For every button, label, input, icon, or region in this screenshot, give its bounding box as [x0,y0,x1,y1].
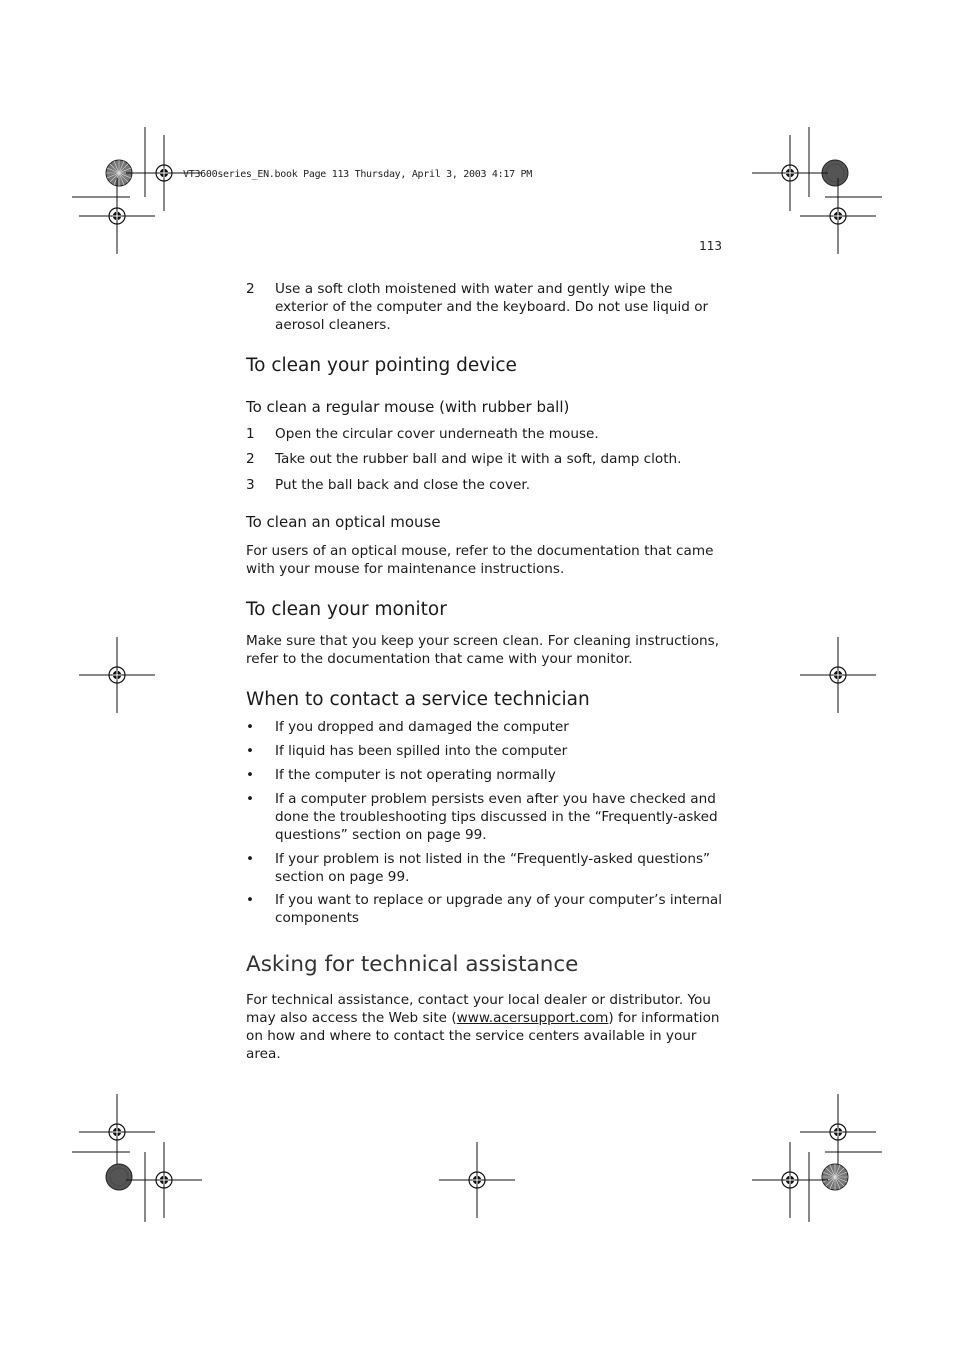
step-text: Take out the rubber ball and wipe it with a soft, damp cloth. [275,451,682,467]
crosshair-circle-icon [79,1094,155,1170]
starburst-target-icon [106,1164,132,1190]
bullet-text: If your problem is not listed in the “Frequently-asked questions” section on page 99. [275,851,711,885]
bullet: • [246,791,255,807]
bullet-text: If liquid has been spilled into the computer [275,743,568,759]
section-heading: To clean your monitor [246,599,447,620]
crosshair-circle-icon [800,1094,876,1170]
crosshair-circle-icon [126,1142,202,1218]
crosshair-circle-icon [800,178,876,254]
bullet-text: If you dropped and damaged the computer [275,719,569,735]
subsection-heading: To clean an optical mouse [246,513,441,531]
bullet-text: If the computer is not operating normally [275,767,556,783]
step-text: Open the circular cover underneath the mouse. [275,426,599,442]
bullet-text: If you want to replace or upgrade any of your computer’s internal components [275,892,723,926]
step-number: 2 [246,451,255,467]
bullet: • [246,851,255,867]
paragraph-text: For technical assistance, contact your local dealer or distributor. You may also access the Web site ( [246,992,711,1026]
bullet: • [246,767,255,783]
step-number: 2 [246,281,255,297]
paragraph [246,991,726,1063]
paragraph: For users of an optical mouse, refer to the documentation that came with your mouse for maintenance instructions. [246,543,714,577]
bullet: • [246,743,255,759]
crosshair-circle-icon [79,178,155,254]
step-number: 1 [246,426,255,442]
step-text: Put the ball back and close the cover. [275,477,531,493]
bullet: • [246,892,255,908]
starburst-target-icon [822,1164,848,1190]
chapter-heading: Asking for technical assistance [246,952,579,977]
crosshair-circle-icon [439,1142,515,1218]
bullet: • [246,719,255,735]
step-number: 3 [246,477,255,493]
crosshair-circle-icon [800,637,876,713]
step-text: Use a soft cloth moistened with water and gently wipe the exterior of the computer and the keyboard. Do not use liquid or aerosol cleaners. [275,281,709,333]
bullet-text: If a computer problem persists even after you have checked and done the troubleshooting tips discussed in the “Frequently-asked questions” section on page 99. [275,791,718,843]
crosshair-circle-icon [752,1142,828,1218]
running-header: VT3600series_EN.book Page 113 Thursday, April 3, 2003 4:17 PM [183,169,532,180]
crosshair-circle-icon [752,135,828,211]
page-number: 113 [699,239,722,253]
paragraph: Make sure that you keep your screen clean. For cleaning instructions, refer to the documentation that came with your monitor. [246,633,720,667]
section-heading: When to contact a service technician [246,689,590,710]
section-heading: To clean your pointing device [246,355,517,376]
support-website-link[interactable]: www.acersupport.com [456,1010,609,1026]
crosshair-circle-icon [79,637,155,713]
paragraph-text: ) for information on how and where to contact the service centers available in your area. [246,1010,720,1062]
subsection-heading: To clean a regular mouse (with rubber ball) [246,398,570,416]
